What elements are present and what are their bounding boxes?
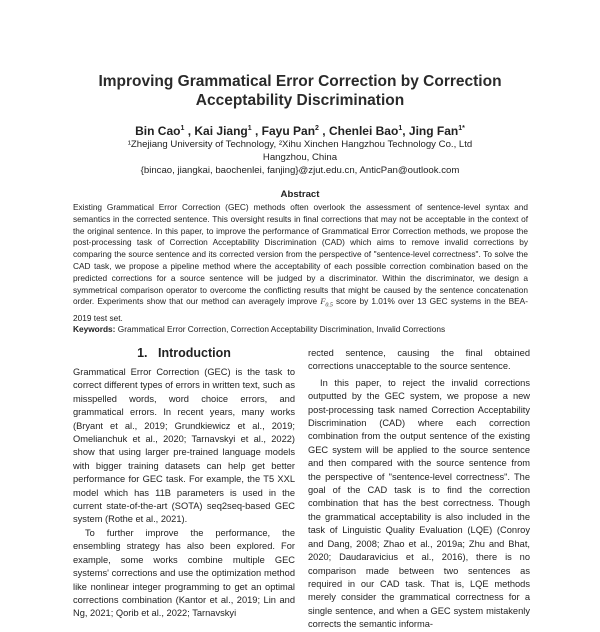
affiliation-location: Hangzhou, China — [262, 152, 338, 163]
title-line-2: Acceptability Discrimination — [195, 92, 405, 109]
keywords — [73, 324, 528, 335]
author-emails: {bincao, jiangkai, baochenlei, fanjing}@zjut.edu.cn, AnticPan@outlook.com — [140, 165, 460, 176]
intro-paragraph-2: To further improve the performance, the ensembling strategy has also been explored. For example, some works combine multiple GEC systems' corrections and use the optimization method like nonlinear integer programming to get an optimal corrections combination (Kantor et al., 2019; Lin and Ng, 2021; Qorib et al., 2022; Tarnavskyi — [73, 527, 295, 619]
f-score-symbol: $F_{0.5}$ — [320, 297, 333, 310]
right-column — [308, 347, 530, 632]
right-paragraph-2: In this paper, to reject the invalid corrections outputted by the GEC system, we propose a new post-processing task named Correction Acceptability Discrimination (CAD) where each correction combination from the output sentence of the existing GEC system will be applied to the source sentence and then compared with the source sentence from the perspective of "sentence-level correctness". The goal of the CAD task is to find the correction combination that has the best correctness. Though the grammatical acceptability is also included in the task of Linguistic Quality Evaluation (LQE) (Conroy and Dang, 2008; Zhao et al., 2019a; Zhu and Bhat, 2020; Daudaravicius et al., 2016), there is no comparison made between two sentences as required in our CAD task. That is, LQE methods merely consider the grammatical correctness for a single sentence, and when a GEC system mistakenly corrects the semantic informa- — [308, 377, 530, 630]
author: Jing Fan$^{1*}$ — [408, 124, 465, 138]
paper-title — [40, 72, 560, 110]
intro-paragraph-1: Grammatical Error Correction (GEC) is the task to correct different types of errors in written text, such as misspelled words, word choice errors, and grammatical errors. In recent years, many works (Bryant et al., 2019; Grundkiewicz et al., 2019; Omelianchuk et al., 2020; Tarnavskyi et al., 2022) show that using larger pre-trained language models with bigger training datasets can help get better performance for GEC task. For example, the T5 XXL model which has 11B parameters is used in the current state-of-the-art (SOTA) seq2seq-based GEC system (Rothe et al., 2021). — [73, 367, 295, 525]
title-line-1: Improving Grammatical Error Correction by Correction — [98, 73, 502, 90]
author: Fayu Pan$^2$ — [261, 124, 319, 138]
author: Chenlei Bao$^1$ — [328, 124, 403, 138]
keywords-label: Keywords: — [73, 324, 116, 334]
left-column — [73, 366, 295, 621]
affiliation-institutions: ¹Zhejiang University of Technology, ²Xihu Xinchen Hangzhou Technology Co., Ltd — [127, 139, 473, 150]
abstract-body: Existing Grammatical Error Correction (GEC) methods often overlook the assessment of sentence-level syntax and semantics in the corrected sentence. This oversight results in final corrections that may not be acceptable in the context of the original sentence. In this paper, to improve the performance of Grammatical Error Correction methods, we propose the post-processing task of Correction Acceptability Discrimination (CAD) which aims to remove invalid corrections by comparing the source sentence and its corrected version from the perspective of "sentence-level correctness". To solve the CAD task, we propose a pipeline method where the acceptability of each possible correction combination based on the predicted corrections for a source sentence will be judged by a discriminator. Within the discriminator, we design a symmetrical comparison operator to overcome the conflicting results that might be caused by the sentence concatenation order. Experiments show that our method can averagely improve $F_{0.5}$ score by 1.01% over 13 GEC systems in the BEA-2019 test set. — [73, 202, 528, 323]
author-list: Bin Cao$^1$ , Kai Jiang$^1$ , Fayu Pan$^2$ , Chenlei Bao$^1$, Jing Fan$^{1*}$ — [135, 124, 465, 138]
keywords-text: Grammatical Error Correction, Correction Acceptability Discrimination, Invalid Corrections — [117, 324, 446, 334]
right-paragraph-continued: rected sentence, causing the final obtained corrections unacceptable to the source sentence. — [308, 348, 530, 372]
abstract-heading: Abstract — [280, 189, 320, 200]
author: Kai Jiang$^1$ — [194, 124, 252, 138]
section-heading-introduction: 1. Introduction — [137, 346, 231, 360]
author: Bin Cao$^1$ — [135, 124, 185, 138]
